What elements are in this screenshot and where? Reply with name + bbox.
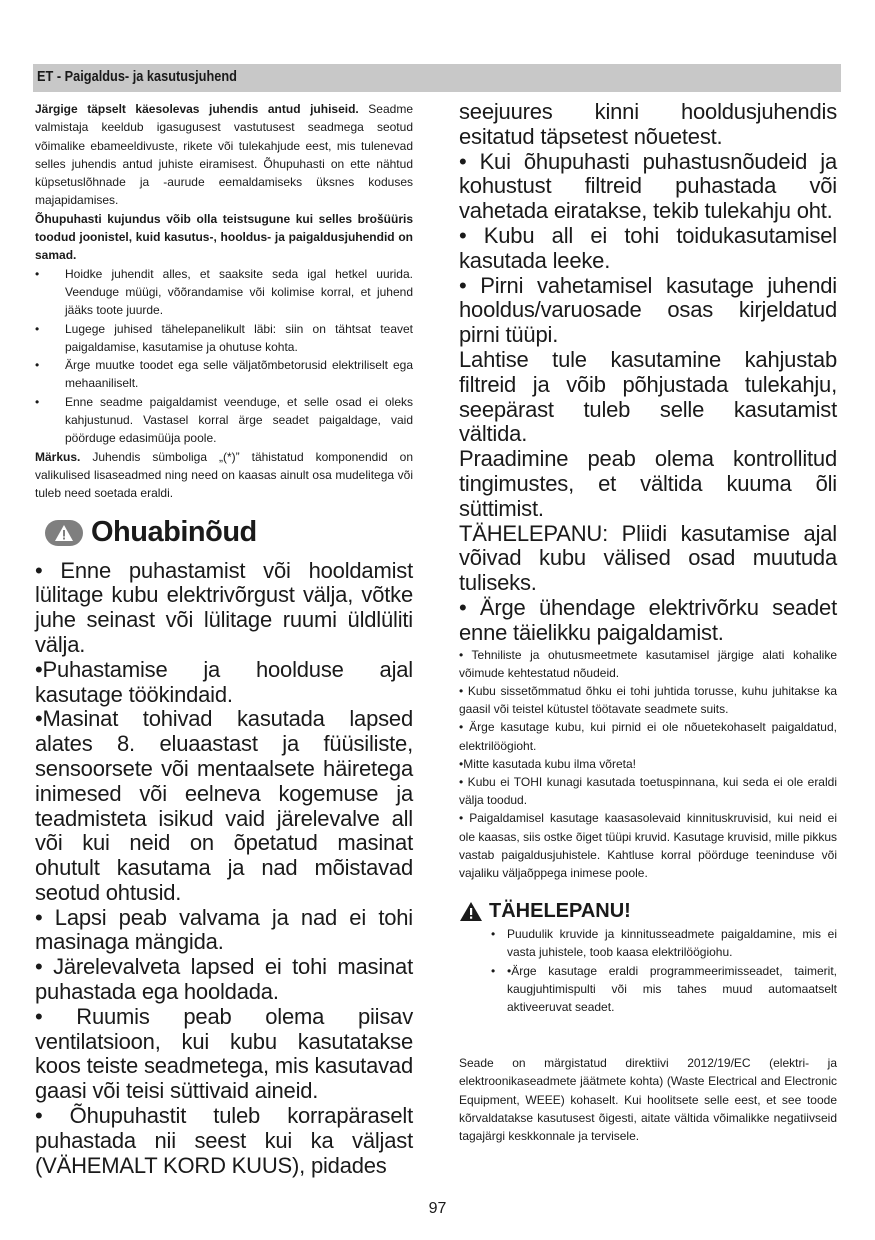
small-paragraph: • Kubu ei TOHI kunagi kasutada toetuspinnana, kui seda ei ole eraldi välja toodud. xyxy=(459,774,837,808)
intro-bullet-list xyxy=(35,265,413,448)
list-item: • Enne seadme paigaldamist veenduge, et selle osad ei oleks kahjustunud. Vastasel korral ärge seadet paigaldage, vaid pöörduge edasimüüja poole. xyxy=(35,393,413,448)
safety-paragraph: Lahtise tule kasutamine kahjustab filtreid ja võib põhjustada tulekahju, seepärast tuleb selle kasutamist vältida. xyxy=(459,346,837,447)
safety-paragraph: • Ruumis peab olema piisav ventilatsioon, kui kubu kasutatakse koos teiste seadmetega, mis kasutavad gaasi või teisi süttivaid aineid. xyxy=(35,1003,413,1104)
section-title: Ohuabinõud xyxy=(91,516,257,549)
page-number: 97 xyxy=(428,1200,447,1217)
safety-paragraph: TÄHELEPANU: Pliidi kasutamise ajal võivad kubu välised osad muutuda tuliseks. xyxy=(459,520,837,596)
safety-paragraph: •Puhastamise ja hoolduse ajal kasutage töökindaid. xyxy=(35,656,413,707)
intro-bold: Järgige täpselt käesolevas juhendis antud juhiseid. xyxy=(35,102,359,116)
safety-paragraph: • Õhupuhastit tuleb korrapäraselt puhastada nii seest kui ka väljast (VÄHEMALT KORD KUUS), pidades xyxy=(35,1103,413,1178)
note-text: Juhendis sümboliga „(*)” tähistatud komponendid on valikulised lisaseadmed ning need on kaasas ainult osa mudelitega või tuleb need soetada eraldi. xyxy=(35,449,413,501)
warning-triangle-icon xyxy=(45,520,83,546)
safety-paragraph: • Lapsi peab valvama ja nad ei tohi masinaga mängida. xyxy=(35,904,413,955)
safety-paragraph: • Kubu all ei tohi toidukasutamisel kasutada leeke. xyxy=(459,222,837,273)
list-item: • Puudulik kruvide ja kinnitusseadmete paigaldamine, mis ei vasta juhistele, toob kaasa elektrilöögiohu. xyxy=(459,925,837,961)
caution-list xyxy=(459,925,837,1016)
safety-paragraph: • Järelevalveta lapsed ei tohi masinat puhastada ega hooldada. xyxy=(35,954,413,1005)
header-bar xyxy=(33,64,841,92)
right-column xyxy=(459,100,837,1145)
note-label: Märkus. xyxy=(35,449,81,464)
section-heading xyxy=(35,513,413,553)
safety-paragraph: Praadimine peab olema kontrollitud tingimustes, et vältida kuuma õli süttimist. xyxy=(459,446,837,521)
small-paragraph: • Tehniliste ja ohutusmeetmete kasutamisel järgige alati kohalike võimude kehtestatud nõudeid. xyxy=(459,647,837,680)
small-paragraph: • Paigaldamisel kasutage kaasasolevaid kinnituskruvisid, kui neid ei ole kaasas, siis ostke õiget tüüpi kruvid. Kasutage kruvisid, mille pikkus vastab paigaldusjuhistele. Kahtluse korral pöörduge teeninduse või vajaliku väljaõppega inimese poole. xyxy=(459,811,837,880)
small-paragraph: • Kubu sissetõmmatud õhku ei tohi juhtida torusse, kuhu juhitakse ka gaasil või teistel kütustel töötavate seadmete suits. xyxy=(459,683,837,717)
safety-paragraph: • Ärge ühendage elektrivõrku seadet enne täielikku paigaldamist. xyxy=(459,594,837,645)
weee-paragraph: Seade on märgistatud direktiivi 2012/19/EC (elektri- ja elektroonikaseadmete jäätmete kohta) (Waste Electrical and Electronic Equipment, WEEE) kohaselt. Kui hoolitsete selle eest, et see toode kõrvaldatakse kasutusest õigesti, aitate vältida võimalikke negatiivseid tagajärgi keskkonnale ja tervisele. xyxy=(459,1056,837,1143)
small-paragraph: • Ärge kasutage kubu, kui pirnid ei ole nõuetekohaselt paigaldatud, elektrilöögioht. xyxy=(459,720,837,753)
safety-paragraph: • Enne puhastamist või hooldamist lülitage kubu elektrivõrgust välja, võtke juhe seinast või lülitage ruumi üldlüliti välja. xyxy=(35,557,413,657)
caution-heading xyxy=(459,900,837,923)
list-item: • Lugege juhised tähelepanelikult läbi: siin on tähtsat teavet paigaldamise, kasutamise ja ohutuse kohta. xyxy=(35,320,413,357)
list-item: • Hoidke juhendit alles, et saaksite seda igal hetkel uurida. Veenduge müügi, võõrandamise või kolimise korral, et juhend jääks toote juurde. xyxy=(35,265,413,320)
small-paragraph: •Mitte kasutada kubu ilma võreta! xyxy=(459,756,636,771)
safety-paragraph: • Pirni vahetamisel kasutage juhendi hooldus/varuosade osas kirjeldatud pirni tüüpi. xyxy=(459,272,837,348)
design-note-text: Õhupuhasti kujundus võib olla teistsugune kui selles brošüüris toodud joonistel, kuid kasutus-, hooldus- ja paigaldusjuhendid on samad. xyxy=(35,211,413,263)
safety-paragraph: seejuures kinni hooldusjuhendis esitatud täpsetest nõuetest. xyxy=(459,99,837,149)
left-column xyxy=(35,100,413,1178)
caution-title: TÄHELEPANU! xyxy=(489,900,631,923)
design-note xyxy=(35,210,413,265)
warning-triangle-icon xyxy=(459,901,483,922)
safety-paragraph: •Masinat tohivad kasutada lapsed alates 8. eluaastast ja füüsiliste, sensoorsete või mentaalsete häiretega inimesed või eelneva kogemuse ja teadmisteta isikud vaid järelevalve all või kui neid on õpetatud masinat ohutult kasutama ja nad mõistavad seotud ohtusid. xyxy=(35,706,413,905)
intro-text: Seadme valmistaja keeldub igasugusest vastutusest seadmega seotud võimalike ebameeldivuste, rikete või tulekahjude eest, mis tulenevad selles juhendis antud juhiste eiramisest. Õhupuhasti on ette nähtud küpsetuslõhnade ja -aurude eemaldamiseks üksnes koduses majapidamises. xyxy=(35,102,413,208)
list-item: • •Ärge kasutage eraldi programmeerimisseadet, taimerit, kaugjuhtimispulti või mis tahes muud automaatselt aktiveeruvat seadet. xyxy=(459,962,837,1017)
note-paragraph xyxy=(35,448,413,503)
list-item: • Ärge muutke toodet ega selle väljatõmbetorusid elektriliselt ega mehaaniliselt. xyxy=(35,356,413,393)
intro-paragraph xyxy=(35,100,413,210)
page-title: ET - Paigaldus- ja kasutusjuhend xyxy=(37,69,237,85)
safety-paragraph: • Kui õhupuhasti puhastusnõudeid ja kohustust filtreid puhastada või vahetada eiratakse, tekib tulekahju oht. xyxy=(459,148,837,224)
